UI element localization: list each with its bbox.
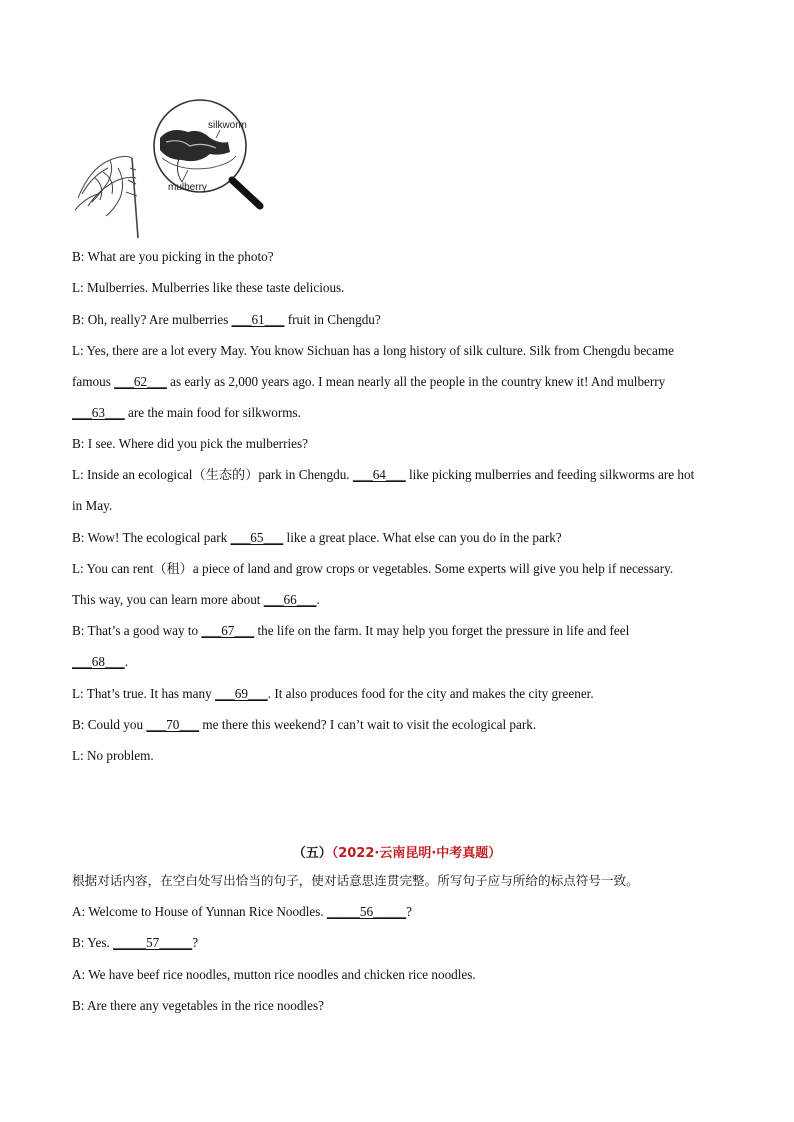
answer-blank-62: ___62___ (114, 374, 167, 389)
magnifier-handle-icon (232, 180, 260, 206)
answer-blank-69: ___69___ (214, 686, 268, 701)
figure-label-silkworm: silkworm (208, 120, 247, 131)
dialog-line: L: No problem. (72, 748, 154, 763)
dialog-line: L: Inside an ecological（生态的）park in Chengdu. ___64___ like picking mulberries and feeding silkworms are hot (72, 467, 695, 482)
dialog-line: L: That’s true. It has many ___69___. It also produces food for the city and makes the city greener. (72, 686, 594, 701)
figure-label-mulberry: mulberry (168, 182, 207, 193)
dialog-line: ___68___. (72, 654, 129, 669)
mulberry-branch-drawing (75, 156, 138, 238)
dialog-line: L: Yes, there are a lot every May. You know Sichuan has a long history of silk culture. Silk from Chengdu became (72, 343, 674, 358)
section-title (0, 842, 794, 861)
dialog-line: B: Yes. _____57_____? (72, 935, 199, 950)
dialog-line: B: Could you ___70___ me there this weekend? I can’t wait to visit the ecological park. (72, 717, 537, 732)
dialog-line: This way, you can learn more about ___66___. (72, 592, 320, 607)
dialog-line: in May. (72, 498, 113, 513)
dialog-line: B: Are there any vegetables in the rice noodles? (72, 998, 324, 1013)
answer-blank-66: ___66___ (263, 592, 317, 607)
answer-blank-56: _____56_____ (326, 904, 407, 919)
dialog-line: B: I see. Where did you pick the mulberries? (72, 436, 308, 451)
answer-blank-64: ___64___ (352, 467, 406, 482)
section-number: （五） (292, 846, 332, 861)
answer-blank-65: ___65___ (230, 530, 284, 545)
silkworm-mulberry-illustration (70, 98, 270, 240)
answer-blank-61: ___61___ (231, 312, 285, 327)
dialog-line: L: You can rent（租）a piece of land and grow crops or vegetables. Some experts will give you help if necessary. (72, 561, 674, 576)
dialog-line: A: Welcome to House of Yunnan Rice Noodles. _____56_____? (72, 904, 412, 919)
answer-blank-57: _____57_____ (113, 935, 193, 950)
dialog-line: famous ___62___ as early as 2,000 years ago. I mean nearly all the people in the country knew it! And mulberry (72, 374, 666, 389)
dialog-line: B: What are you picking in the photo? (72, 249, 274, 264)
answer-blank-67: ___67___ (201, 623, 255, 638)
dialog-line: L: Mulberries. Mulberries like these taste delicious. (72, 280, 345, 295)
dialog-line: A: We have beef rice noodles, mutton rice noodles and chicken rice noodles. (72, 967, 476, 982)
dialog-line: ___63___ are the main food for silkworms. (72, 405, 301, 420)
dialog-line: B: That’s a good way to ___67___ the life on the farm. It may help you forget the pressure in life and feel (72, 623, 630, 638)
dialog-line: B: Oh, really? Are mulberries ___61___ fruit in Chengdu? (72, 312, 381, 327)
section-source: （2022·云南昆明·中考真题） (331, 846, 502, 861)
answer-blank-70: ___70___ (146, 717, 200, 732)
answer-blank-68: ___68___ (72, 654, 125, 669)
answer-blank-63: ___63___ (72, 405, 125, 420)
dialog-line: B: Wow! The ecological park ___65___ like a great place. What else can you do in the park? (72, 530, 562, 545)
section-instruction: 根据对话内容，在空白处写出恰当的句子，使对话意思连贯完整。所写句子应与所给的标点符号一致。 (72, 873, 639, 888)
